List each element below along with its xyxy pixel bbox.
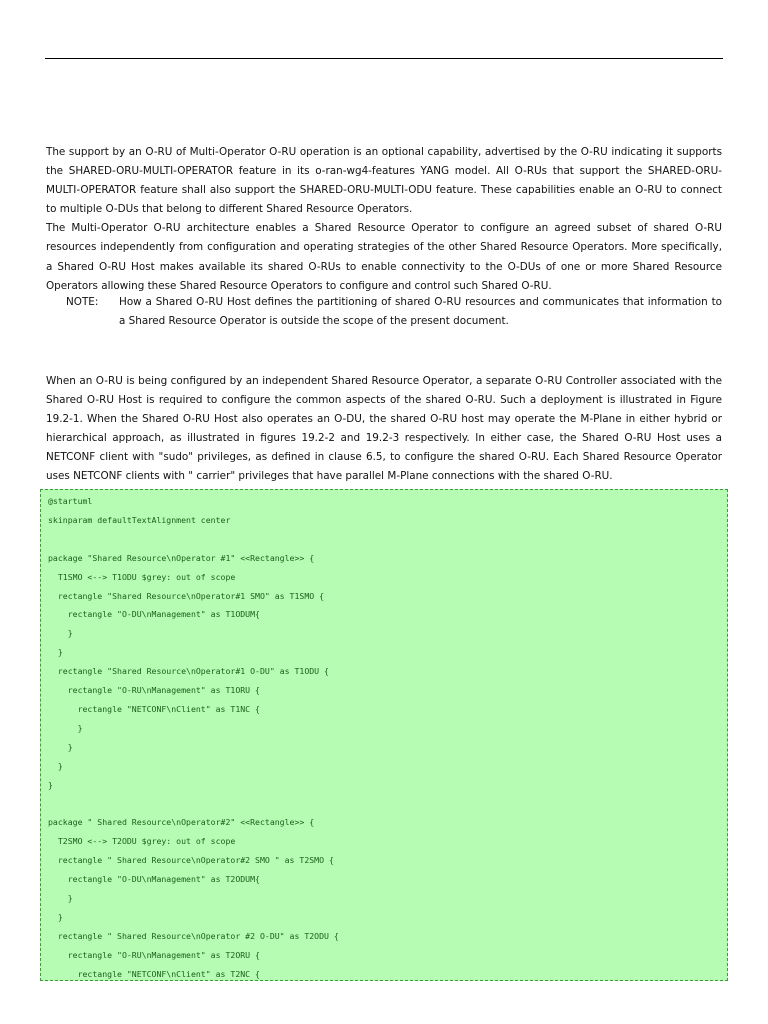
paragraph-3: When an O-RU is being configured by an independent Shared Resource Operator, a separate O-RU Controller associated with the Shared O-RU Host is required to configure the common aspects of the shared O-RU. Such a deployment is illustrated in Figure 19.2-1. When the Shared O-RU Host also operates an O-DU, the shared O-RU host may operate the M-Plane in either hybrid or hierarchical approach, as illustrated in figures 19.2-2 and 19.2-3 respectively. In either case, the Shared O-RU Host uses a NETCONF client with "sudo" privileges, as defined in clause 6.5, to configure the shared O-RU. Each Shared Resource Operator uses NETCONF clients with " carrier" privileges that have parallel M-Plane connections with the shared O-RU.	[46, 375, 722, 483]
note-label: NOTE:	[66, 296, 99, 308]
paragraph-2: The Multi-Operator O-RU architecture enables a Shared Resource Operator to configure an agreed subset of shared O-RU resources independently from configuration and operating strategies of the other Shared Resource Operators. More specifically, a Shared O-RU Host makes available its shared O-RUs to enable connectivity to the O-DUs of one or more Shared Resource Operators allowing these Shared Resource Operators to configure and control such Shared O-RU.	[46, 222, 722, 292]
code-line: }	[48, 628, 73, 639]
code-line: T1SMO <--> T1ODU $grey: out of scope	[48, 571, 236, 582]
code-line: }	[48, 893, 73, 904]
code-line: }	[48, 647, 63, 658]
paragraph-1: The support by an O-RU of Multi-Operator O-RU operation is an optional capability, advertised by the O-RU indicating it supports the SHARED-ORU-MULTI-OPERATOR feature in its o-ran-wg4-features YANG model. All O-RUs that support the SHARED-ORU-MULTI-OPERATOR feature shall also support the SHARED-ORU-MULTI-ODU feature. These capabilities enable an O-RU to connect to multiple O-DUs that belong to different Shared Resource Operators.	[46, 146, 722, 216]
code-line: }	[48, 911, 63, 922]
code-line: rectangle "O-RU\nManagement" as T2ORU {	[48, 949, 260, 960]
code-listing	[41, 490, 727, 981]
code-line: }	[48, 760, 63, 771]
code-line: rectangle "Shared Resource\nOperator#1 SMO" as T1SMO {	[48, 590, 325, 601]
code-line: rectangle " Shared Resource\nOperator #2 O-DU" as T2ODU {	[48, 930, 339, 941]
code-line: }	[48, 722, 83, 733]
plantuml-code-block	[40, 489, 728, 981]
code-line: rectangle "NETCONF\nClient" as T1NC {	[48, 703, 260, 714]
code-line: rectangle "O-DU\nManagement" as T1ODUM{	[48, 609, 260, 620]
code-line: rectangle "Shared Resource\nOperator#1 O-DU" as T1ODU {	[48, 666, 329, 677]
code-line: }	[48, 741, 73, 752]
note-text: How a Shared O-RU Host defines the partitioning of shared O-RU resources and communicates that information to a Shared Resource Operator is outside the scope of the present document.	[119, 296, 722, 328]
code-line	[48, 795, 727, 814]
code-line: rectangle "O-DU\nManagement" as T2ODUM{	[48, 874, 260, 885]
code-line: skinparam defaultTextAlignment center	[48, 514, 231, 525]
code-line: }	[48, 779, 53, 790]
header-rule	[45, 58, 723, 59]
note	[66, 293, 722, 331]
code-line: T2SMO <--> T2ODU $grey: out of scope	[48, 836, 236, 847]
code-line: rectangle " Shared Resource\nOperator#2 SMO " as T2SMO {	[48, 855, 334, 866]
code-line: @startuml	[48, 496, 93, 506]
code-line: rectangle "O-RU\nManagement" as T1ORU {	[48, 685, 260, 696]
intro-text	[46, 143, 722, 296]
code-line	[48, 530, 727, 549]
code-line: package "Shared Resource\nOperator #1" <<Rectangle>> {	[48, 552, 315, 563]
code-line: rectangle "NETCONF\nClient" as T2NC {	[48, 968, 260, 979]
code-line: package " Shared Resource\nOperator#2" <<Rectangle>> {	[48, 817, 315, 828]
